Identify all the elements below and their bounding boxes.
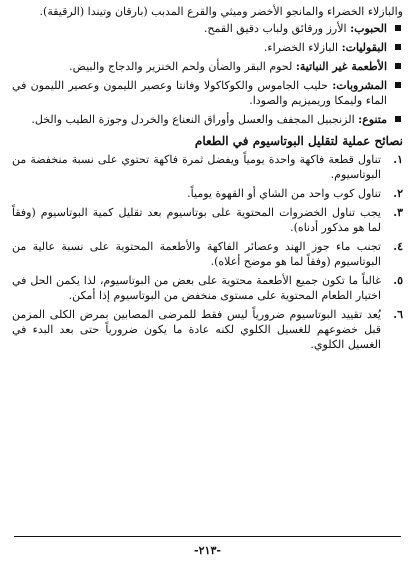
section-heading: نصائح عملية لتقليل البوتاسيوم في الطعام [194, 134, 403, 148]
square-bullet-icon [395, 25, 401, 31]
list-item-text: الأرز ورقائق ولباب دقيق القمح. [203, 22, 351, 35]
list-item [12, 59, 403, 74]
list-item-text: حليب الجاموس والكوكاكولا وفانتا وعصير الليمون وعصير الليمون في الماء وليمكا وريميزيم والصودا. [12, 79, 387, 107]
page-number: -٢١٣- [194, 544, 221, 557]
tip-number: ٤. [393, 240, 403, 253]
square-bullet-icon [395, 116, 401, 122]
list-item-text: الزنجبيل المجفف والعسل وأوراق النعناع والخردل وجوزة الطيب والخل. [31, 113, 359, 126]
list-item-text: البازلاء الخضراء. [263, 41, 342, 54]
tip-number: ٣. [393, 206, 403, 219]
tip-number: ٥. [393, 274, 403, 287]
list-item-term: متنوع: [358, 113, 387, 126]
list-item-term: الحبوب: [350, 22, 387, 35]
tip-number: ١. [393, 153, 403, 166]
footer-divider [14, 536, 401, 537]
tip-item [12, 273, 403, 303]
list-item-text: لحوم البقر والضأن ولحم الخنزير والدجاج والبيض. [69, 60, 296, 73]
tip-text: غالباً ما تكون جميع الأطعمة محتوية على بعض من البوتاسيوم، لذا يكمن الحل في اختيار الطعام المحتوية على مستوى منخفض من البوتاسيوم إذا أمكن. [12, 274, 382, 302]
tip-text: تناول كوب واحد من الشاي أو القهوة يومياً. [187, 187, 381, 200]
tip-text: يجب تناول الخضروات المحتوية على بوتاسيوم بعد تقليل كمية البوتاسيوم (وفقاً لما هو مذكور أدناه). [12, 206, 381, 234]
tip-text: تناول قطعة فاكهة واحدة يومياً ويفضل ثمرة فاكهة تحتوي على نسبة منخفضة من البوتاسيوم. [12, 153, 381, 181]
food-categories-list [12, 21, 403, 127]
list-item [12, 21, 403, 36]
tip-text: تجنب ماء جوز الهند وعصائر الفاكهة والأطعمة المحتوية على نسبة عالية من البوتاسيوم (وفقاً لما هو موضح أعلاه). [12, 240, 381, 268]
list-item [12, 40, 403, 55]
tip-number: ٦. [393, 308, 403, 321]
square-bullet-icon [395, 82, 401, 88]
tip-item [12, 307, 403, 352]
tip-item [12, 186, 403, 201]
tips-list [12, 152, 403, 352]
intro-paragraph: والبازلاء الخضراء والمانجو الأخضر وميثي والقرع المدبب (بارقان وتيندا (الرقيقة). [39, 5, 403, 18]
list-item [12, 78, 403, 108]
square-bullet-icon [395, 44, 401, 50]
tip-item [12, 152, 403, 182]
list-item-term: الأطعمة غير النباتية: [295, 60, 387, 73]
tip-item [12, 205, 403, 235]
square-bullet-icon [395, 63, 401, 69]
tip-text: يُعد تقييد البوتاسيوم ضرورياً ليس فقط للمرضى المصابين بمرض الكلى المزمن قبل خضوعهم للغسيل الكلوي لكنه عادة ما يكون ضرورياً حتى بعد البدء في الغسيل الكلوي. [12, 308, 381, 351]
list-item [12, 112, 403, 127]
list-item-term: المشروبات: [332, 79, 387, 92]
list-item-term: البقوليات: [341, 41, 387, 54]
tip-number: ٢. [393, 187, 403, 200]
tip-item [12, 239, 403, 269]
